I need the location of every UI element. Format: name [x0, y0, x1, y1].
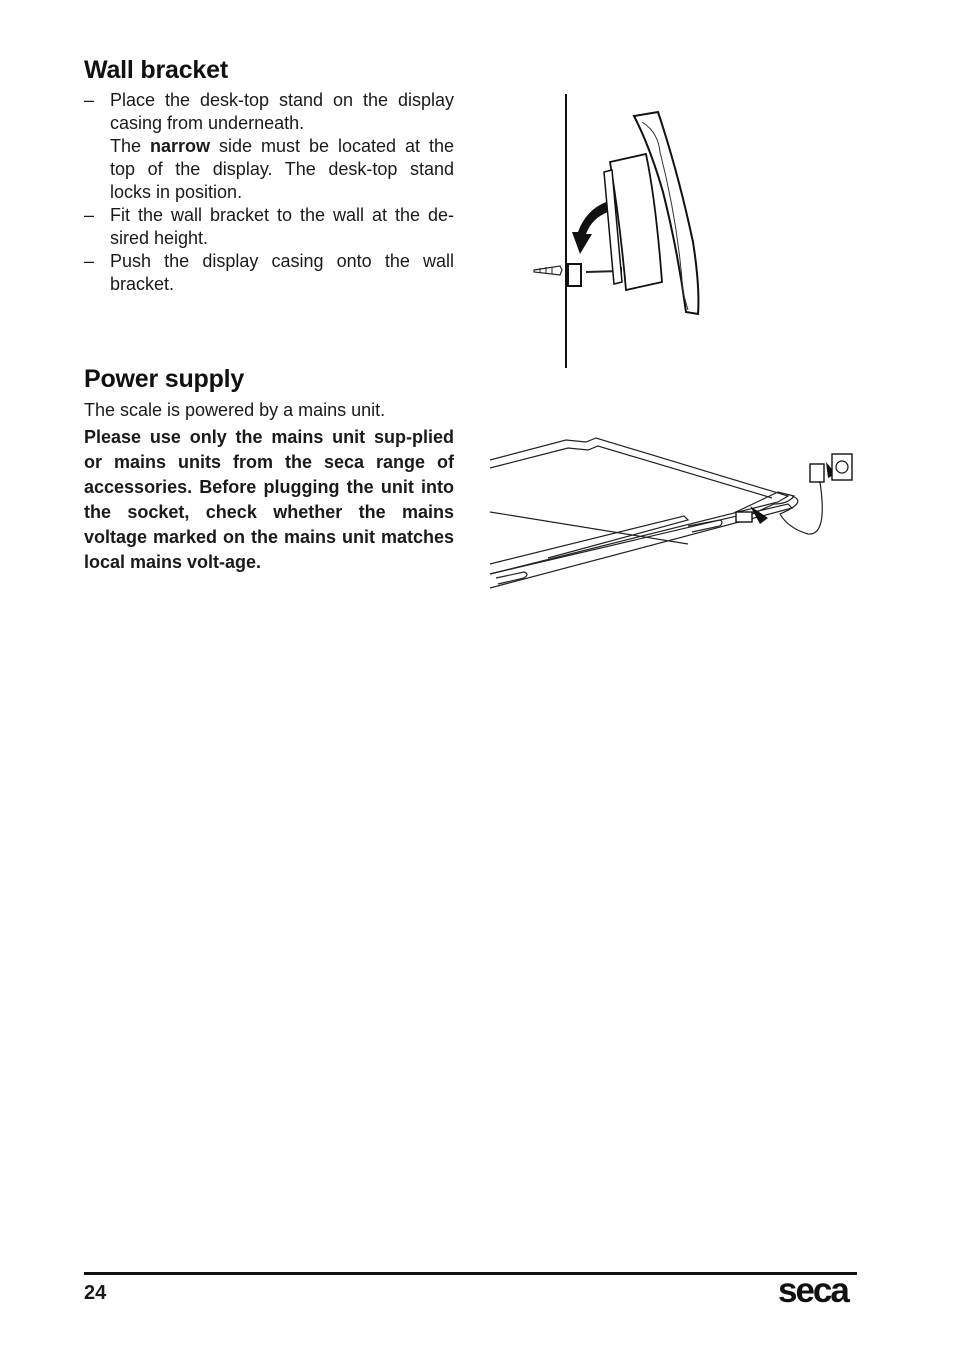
page-number: 24: [84, 1282, 107, 1304]
step-dash: –: [84, 205, 95, 225]
wall-bracket-steps: [84, 89, 454, 296]
socket-icon: [832, 454, 852, 480]
step-text-before: The: [110, 136, 150, 156]
seca-logo: seca: [778, 1271, 848, 1310]
step-text-after: side must be located at the top of the display. The desk-top stand locks in position.: [110, 136, 454, 202]
power-supply-heading: Power supply: [84, 365, 245, 393]
footer-rule: [84, 1272, 857, 1275]
step-dash: –: [84, 90, 95, 110]
dowel-icon: [534, 266, 562, 275]
step-item: [84, 89, 454, 135]
rotate-arrow-icon: [572, 202, 608, 254]
power-warning-text: Please use only the mains unit sup-plied or mains units from the seca range of accessories. Before plugging the unit into the socket, check whether the mains voltage marked on the mains unit matches local mains volt-age.: [84, 427, 454, 572]
wall-bracket-illustration: [528, 92, 718, 370]
step-text-bold: narrow: [150, 136, 211, 156]
step-text: Fit the wall bracket to the wall at the de-sired height.: [110, 205, 454, 248]
power-supply-illustration: [488, 432, 860, 592]
bracket-icon: [568, 264, 581, 286]
step-item: [84, 204, 454, 250]
power-intro-text: The scale is powered by a mains unit.: [84, 400, 386, 420]
step-text: Push the display casing onto the wall bracket.: [110, 251, 454, 294]
step-item: [84, 250, 454, 296]
step-text: Place the desk-top stand on the display casing from underneath.: [110, 90, 454, 133]
cable-icon: [780, 482, 822, 534]
step-dash: –: [84, 251, 95, 271]
step-item-note: [84, 135, 454, 204]
display-casing-icon: [604, 112, 698, 314]
wall-bracket-heading: Wall bracket: [84, 56, 228, 84]
